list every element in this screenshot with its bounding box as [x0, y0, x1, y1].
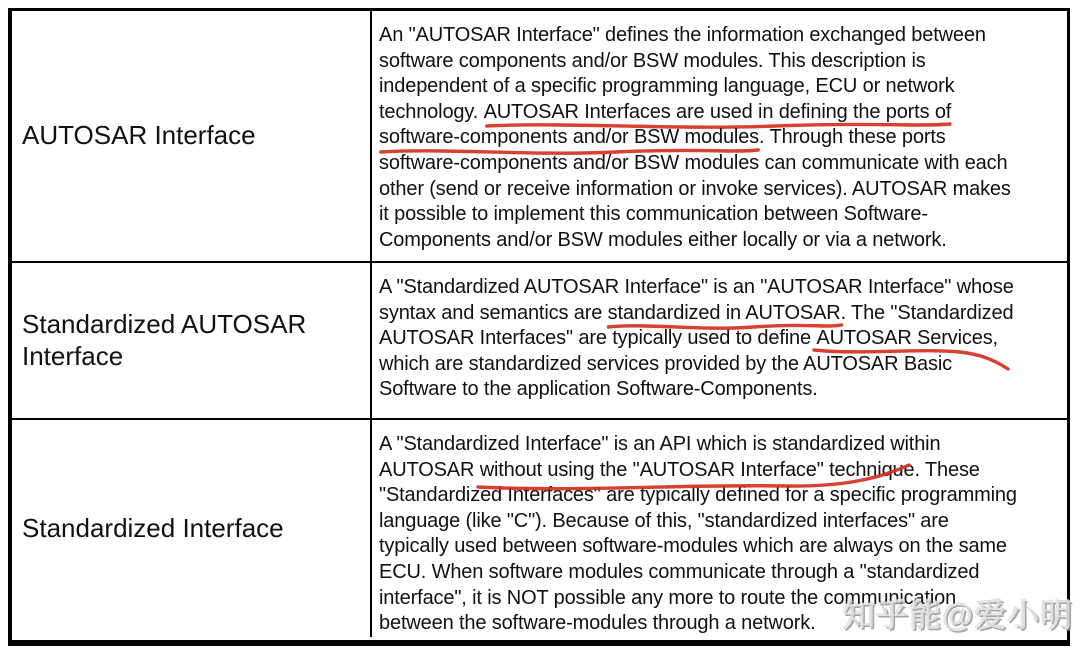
- highlighted-phrase: standardized in AUTOSAR: [608, 301, 841, 327]
- highlighted-phrase: AUTOSAR Interfaces are used in defining the ports of: [484, 100, 952, 126]
- text-segment: software-components and/or BSW modules can communicate with each: [379, 151, 1008, 174]
- text-line: [379, 483, 1063, 509]
- text-line: [379, 49, 1063, 75]
- text-segment: software components and/or BSW modules. This description is: [379, 49, 926, 72]
- text-line: [379, 377, 1063, 403]
- text-segment: A "Standardized Interface" is an API which is standardized within: [379, 433, 941, 455]
- text-line: [379, 202, 1063, 228]
- text-segment: "Standardized Interfaces" are typically defined for a specific programming: [379, 484, 1017, 507]
- text-segment: it possible to implement this communication between Software-: [379, 203, 928, 226]
- text-segment: which are standardized services provided by the AUTOSAR Basic: [379, 352, 952, 375]
- text-line: [379, 125, 1063, 151]
- text-line: [379, 74, 1063, 100]
- text-line: [379, 611, 1063, 637]
- text-segment: . Through these ports: [759, 126, 946, 149]
- text-segment: An "AUTOSAR Interface" defines the information exchanged between: [379, 24, 986, 46]
- table-row: [12, 418, 1067, 634]
- text-segment: language (like "C"). Because of this, "standardized interfaces" are: [379, 509, 949, 532]
- text-line: [379, 151, 1063, 177]
- text-segment: Components and/or BSW modules either locally or via a network.: [379, 228, 947, 251]
- term-cell: Standardized AUTOSAR Interface: [12, 263, 372, 418]
- text-segment: AUTOSAR Interfaces" are typically used to define: [379, 327, 817, 350]
- text-line: [379, 100, 1063, 126]
- text-line: [379, 509, 1063, 535]
- text-line: [379, 228, 1063, 254]
- text-line: [379, 458, 1063, 484]
- text-line: [379, 352, 1063, 378]
- highlighted-phrase: software-components and/or BSW modules: [379, 125, 759, 151]
- definition-cell: [372, 11, 1067, 261]
- text-segment: technology.: [379, 100, 484, 123]
- text-segment: . The "Standardized: [840, 301, 1014, 324]
- text-line: [379, 534, 1063, 560]
- text-line: [379, 326, 1063, 352]
- text-segment: ECU. When software modules communicate through a "standardized: [379, 560, 980, 583]
- text-line: [379, 177, 1063, 203]
- text-segment: between the software-modules through a network.: [379, 612, 816, 635]
- table-row: [12, 261, 1067, 418]
- text-line: [379, 275, 1063, 301]
- text-segment: Software to the application Software-Components.: [379, 378, 818, 401]
- table-row: [12, 11, 1067, 261]
- definition-cell: [372, 420, 1067, 637]
- highlighted-phrase: AUTOSAR Services,: [816, 326, 998, 352]
- watermark: 知乎能@爱小明: [843, 597, 1074, 633]
- text-line: [379, 23, 1063, 49]
- text-segment: interface", it is NOT possible any more to route the communication: [379, 586, 957, 609]
- highlighted-phrase: without using the "AUTOSAR Interface" technique: [480, 458, 915, 484]
- text-line: [379, 586, 1063, 612]
- term-cell: Standardized Interface: [12, 420, 372, 637]
- definition-table: [8, 8, 1070, 646]
- term-cell: AUTOSAR Interface: [12, 11, 372, 261]
- text-segment: AUTOSAR: [379, 458, 480, 481]
- text-line: [379, 560, 1063, 586]
- text-line: [379, 432, 1063, 458]
- text-segment: . These: [914, 458, 980, 481]
- text-segment: syntax and semantics are: [379, 301, 608, 324]
- text-line: [379, 301, 1063, 327]
- text-segment: other (send or receive information or invoke services). AUTOSAR makes: [379, 177, 1011, 200]
- text-segment: A "Standardized AUTOSAR Interface" is an "AUTOSAR Interface" whose: [379, 276, 1014, 298]
- text-segment: typically used between software-modules which are always on the same: [379, 535, 1007, 558]
- definition-cell: [372, 263, 1067, 418]
- text-segment: independent of a specific programming language, ECU or network: [379, 75, 955, 98]
